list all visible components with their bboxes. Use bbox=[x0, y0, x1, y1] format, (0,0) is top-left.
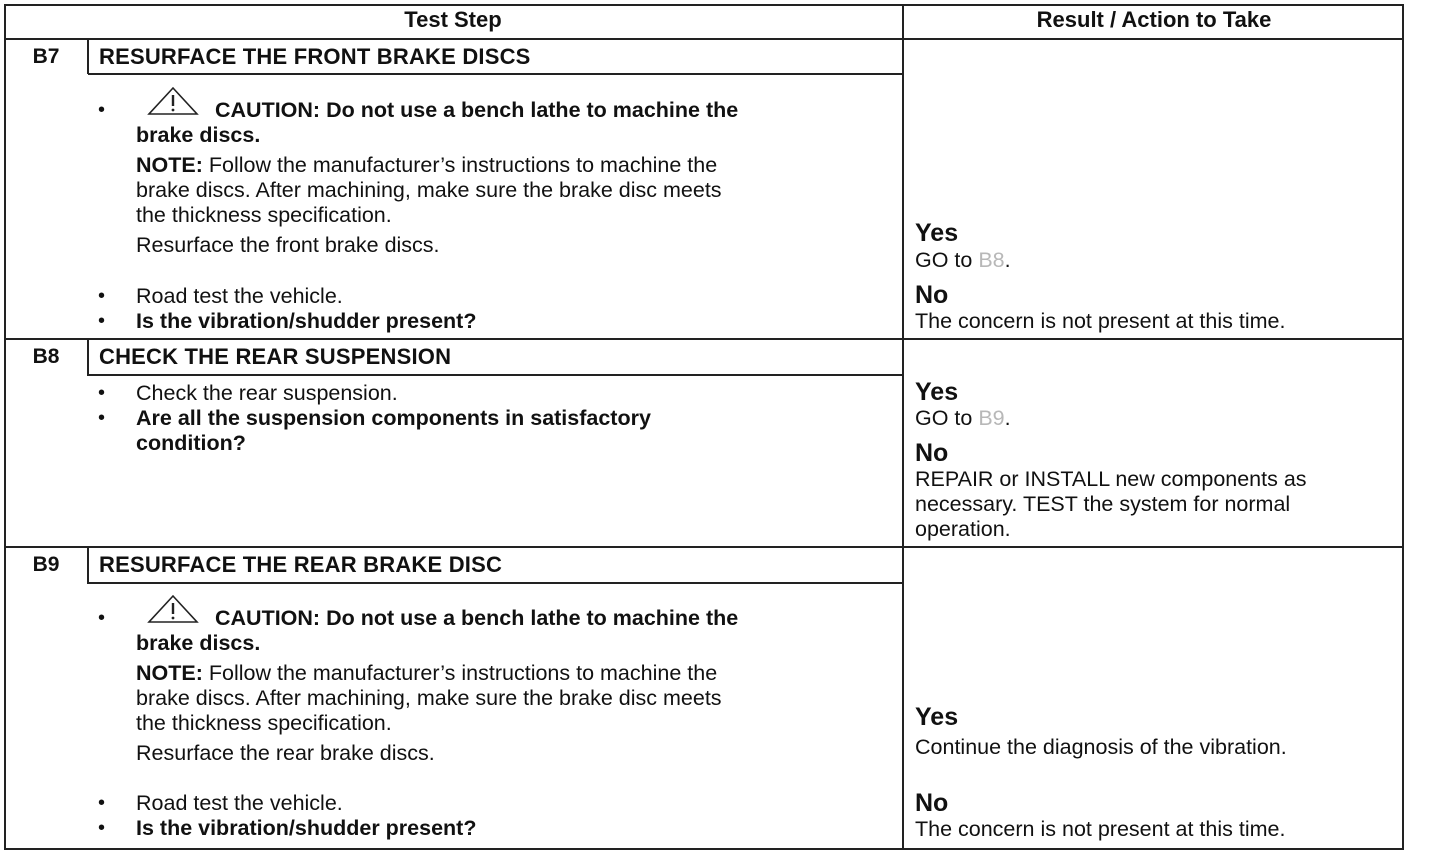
yes-label: Yes bbox=[915, 219, 959, 247]
bullet-icon: • bbox=[98, 792, 106, 814]
step-link-b8[interactable]: B8 bbox=[978, 248, 1005, 272]
row-divider bbox=[4, 546, 1404, 548]
step-title: CHECK THE REAR SUSPENSION bbox=[99, 344, 452, 369]
bullet-icon: • bbox=[98, 817, 106, 839]
yes-action: GO to B9. bbox=[915, 406, 1011, 430]
instruction-text: Road test the vehicle. bbox=[136, 284, 343, 308]
no-action: The concern is not present at this time. bbox=[915, 817, 1286, 841]
header-divider bbox=[4, 38, 1404, 40]
step-title-divider bbox=[88, 374, 902, 376]
warning-triangle-icon bbox=[146, 594, 200, 624]
step-title-divider bbox=[88, 582, 902, 584]
no-label: No bbox=[915, 281, 949, 309]
bullet-icon: • bbox=[98, 285, 106, 307]
yes-label: Yes bbox=[915, 703, 959, 731]
header-test-step: Test Step bbox=[404, 7, 502, 32]
note-text: NOTE: Follow the manufacturer’s instructions to machine the bbox=[136, 661, 718, 685]
bullet-icon: • bbox=[98, 607, 106, 629]
note-text: the thickness specification. bbox=[136, 203, 392, 227]
note-text: brake discs. After machining, make sure the brake disc meets bbox=[136, 686, 722, 710]
caution-text: brake discs. bbox=[136, 631, 261, 655]
bullet-icon: • bbox=[98, 99, 106, 121]
instruction-text: Check the rear suspension. bbox=[136, 381, 398, 405]
caution-text: CAUTION: Do not use a bench lathe to machine the bbox=[215, 606, 739, 630]
no-action: operation. bbox=[915, 517, 1011, 541]
question-text: Is the vibration/shudder present? bbox=[136, 816, 477, 840]
caution-text: brake discs. bbox=[136, 123, 261, 147]
no-action: necessary. TEST the system for normal bbox=[915, 492, 1291, 516]
note-text: the thickness specification. bbox=[136, 711, 392, 735]
step-id: B8 bbox=[32, 345, 60, 368]
warning-triangle-icon bbox=[146, 86, 200, 116]
bullet-icon: • bbox=[98, 382, 106, 404]
header-result-action: Result / Action to Take bbox=[1036, 7, 1272, 32]
step-id: B7 bbox=[32, 45, 60, 68]
step-link-b9[interactable]: B9 bbox=[978, 406, 1005, 430]
column-divider bbox=[902, 4, 904, 850]
bullet-icon: • bbox=[98, 407, 106, 429]
step-id-divider bbox=[87, 546, 89, 584]
bullet-icon: • bbox=[98, 310, 106, 332]
step-title: RESURFACE THE FRONT BRAKE DISCS bbox=[99, 44, 531, 69]
step-id: B9 bbox=[32, 553, 60, 576]
note-text: brake discs. After machining, make sure the brake disc meets bbox=[136, 178, 722, 202]
note-text: NOTE: Follow the manufacturer’s instructions to machine the bbox=[136, 153, 718, 177]
step-title-divider bbox=[88, 73, 902, 75]
instruction-text: Road test the vehicle. bbox=[136, 791, 343, 815]
no-action: REPAIR or INSTALL new components as bbox=[915, 467, 1307, 491]
question-text: Are all the suspension components in satisfactory bbox=[136, 406, 651, 430]
step-title: RESURFACE THE REAR BRAKE DISC bbox=[99, 552, 503, 577]
row-divider bbox=[4, 338, 1404, 340]
action-text: Resurface the front brake discs. bbox=[136, 233, 440, 257]
no-label: No bbox=[915, 439, 949, 467]
step-id-divider bbox=[87, 338, 89, 376]
yes-action: Continue the diagnosis of the vibration. bbox=[915, 735, 1287, 759]
no-action: The concern is not present at this time. bbox=[915, 309, 1286, 333]
step-id-divider bbox=[87, 38, 89, 74]
question-text: Is the vibration/shudder present? bbox=[136, 309, 477, 333]
yes-action: GO to B8. bbox=[915, 248, 1011, 272]
no-label: No bbox=[915, 789, 949, 817]
yes-label: Yes bbox=[915, 378, 959, 406]
question-text: condition? bbox=[136, 431, 246, 455]
caution-text: CAUTION: Do not use a bench lathe to machine the bbox=[215, 98, 739, 122]
action-text: Resurface the rear brake discs. bbox=[136, 741, 435, 765]
